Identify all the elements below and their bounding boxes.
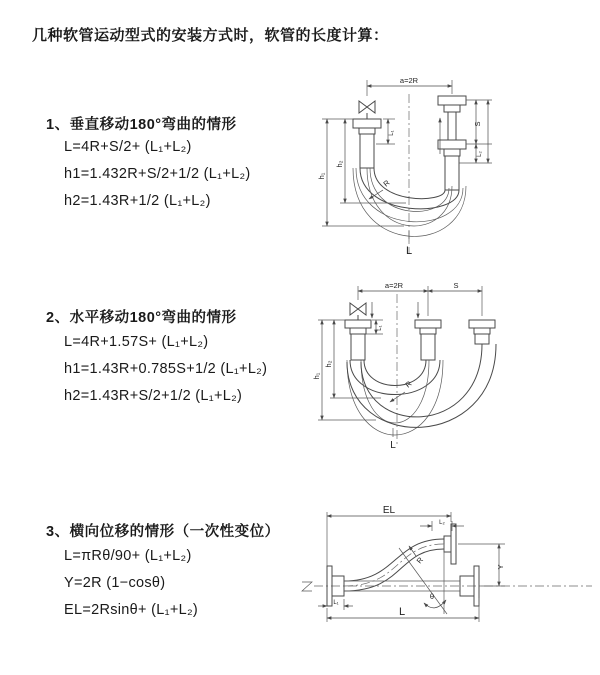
formula-line: h2=1.43R+1/2 (L₁+L₂) <box>64 193 211 209</box>
formula-line: h2=1.43R+S/2+1/2 (L₁+L₂) <box>64 388 243 404</box>
dim-label-l2: L₂ <box>439 520 445 526</box>
dim-label-theta: θ <box>429 592 435 601</box>
dim-label-y: Y <box>496 564 505 570</box>
valve-icon <box>359 101 375 119</box>
valve-icon <box>350 303 366 320</box>
formula-line: Y=2R (1−cosθ) <box>64 575 166 591</box>
dim-label-r: R <box>403 379 414 390</box>
formula-line: L=4R+S/2+ (L₁+L₂) <box>64 139 192 155</box>
dim-label-r: R <box>414 555 426 566</box>
dim-label-l1: L₁ <box>377 325 383 331</box>
dim-label-el: EL <box>382 505 396 516</box>
axis-break-symbol <box>302 582 312 591</box>
diagram-horizontal-180-bend <box>306 276 591 471</box>
braided-hose-section <box>360 134 374 168</box>
dim-label-s: S <box>473 121 482 127</box>
flange-fitting <box>444 524 456 564</box>
dim-label-h1: h₁ <box>317 172 326 180</box>
hose-fitting <box>353 119 381 134</box>
dim-label-l1: L₁ <box>389 130 395 136</box>
dim-label-l1: L₁ <box>333 600 339 606</box>
braided-hose-section <box>445 156 459 190</box>
hose-fitting <box>438 96 466 156</box>
dim-label-l: L <box>405 245 413 257</box>
dim-label-h2: h₂ <box>335 160 344 168</box>
dim-label-r: R <box>381 178 392 189</box>
formula-line: h1=1.43R+0.785S+1/2 (L₁+L₂) <box>64 361 268 377</box>
formula-line: L=πRθ/90+ (L₁+L₂) <box>64 548 192 564</box>
diagram-vertical-180-bend <box>306 66 591 261</box>
diagram-lateral-displacement <box>292 500 600 655</box>
dim-label-l: L <box>398 606 406 618</box>
page-title: 几种软管运动型式的安装方式时，软管的长度计算： <box>32 27 389 44</box>
section-3-heading: 3、横向位移的情形（一次性变位） <box>46 524 280 540</box>
dim-label-l2: L₂ <box>477 151 483 157</box>
braided-hose-section <box>421 334 435 360</box>
dim-label-l: L <box>390 440 396 451</box>
braided-hose-section <box>351 334 365 360</box>
section-2-heading: 2、水平移动180°弯曲的情形 <box>46 310 237 326</box>
hose-fitting <box>345 320 495 334</box>
dim-label-s: S <box>453 281 459 290</box>
angle-arc <box>424 600 446 608</box>
s-curve-hose <box>344 539 444 591</box>
dim-label-a2r: a=2R <box>384 281 404 290</box>
braided-hose-section <box>475 334 489 344</box>
dim-label-h2: h₂ <box>324 360 333 368</box>
formula-line: h1=1.432R+S/2+1/2 (L₁+L₂) <box>64 166 251 182</box>
dim-label-h1: h₁ <box>312 372 321 380</box>
formula-line: L=4R+1.57S+ (L₁+L₂) <box>64 334 209 350</box>
section-1-heading: 1、垂直移动180°弯曲的情形 <box>46 117 237 133</box>
formula-line: EL=2Rsinθ+ (L₁+L₂) <box>64 602 199 618</box>
dim-label-a2r: a=2R <box>399 76 419 85</box>
